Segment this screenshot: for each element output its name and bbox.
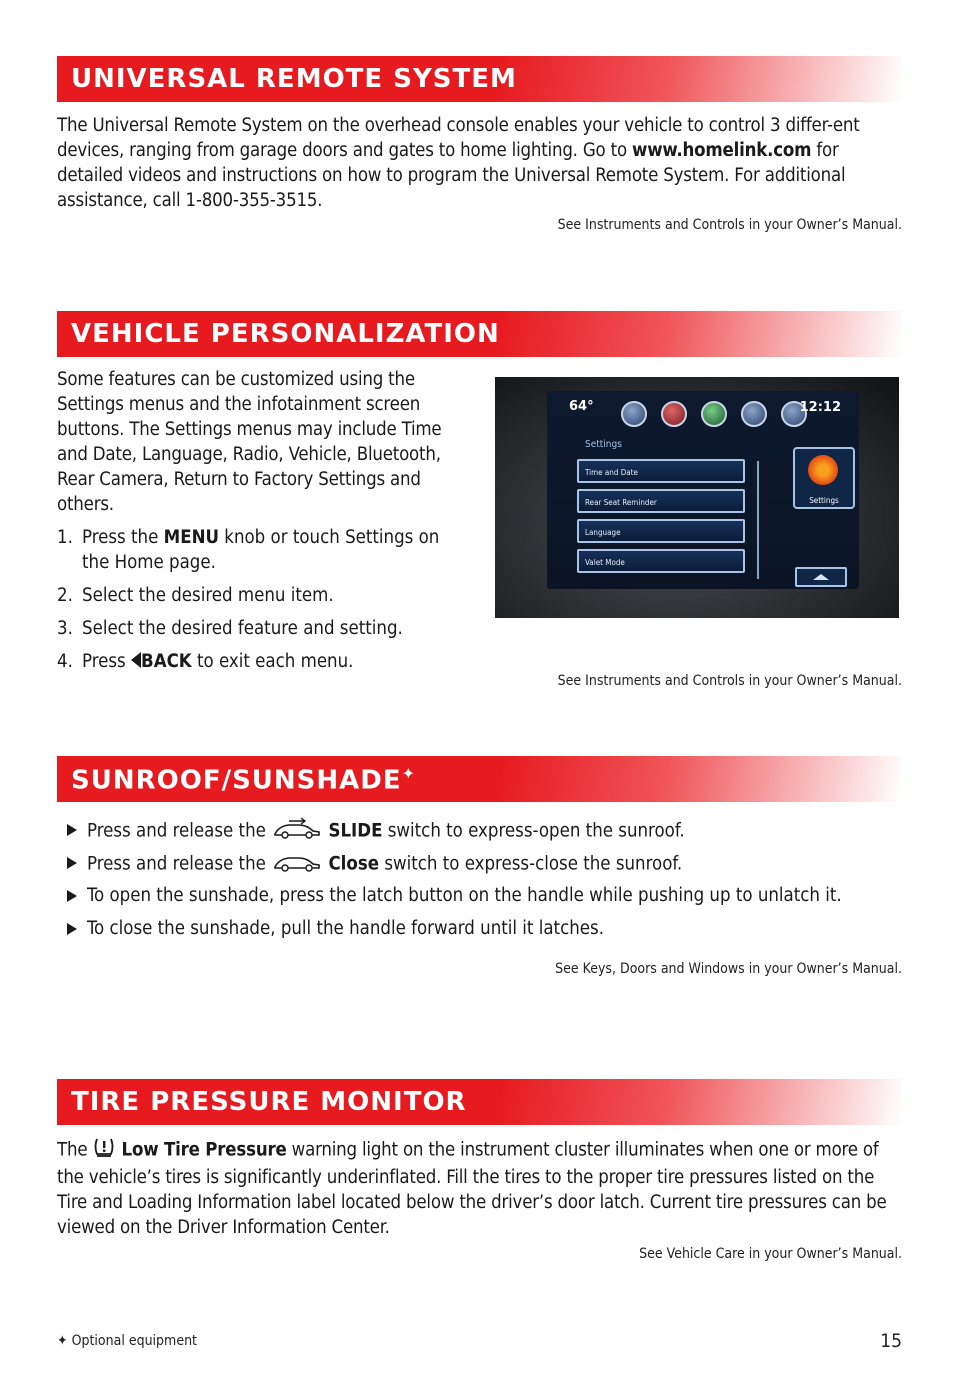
personalization-steps [57,525,467,682]
infotainment-screen-photo [495,377,899,618]
screen-menu-item: Time and Date [577,459,745,483]
back-button-label: BACK [141,651,192,672]
screen-up-button [795,567,847,587]
screen-menu-item: Rear Seat Reminder [577,489,745,513]
menu-knob-label: MENU [163,527,220,548]
footnote-text: Optional equipment [71,1333,197,1349]
section-title: VEHICLE PERSONALIZATION [71,319,500,349]
bullet-text: To open the sunshade, press the latch button on the handle while pushing up to unlatch it. [87,885,842,906]
manual-reference: See Instruments and Controls in your Owner’s Manual. [557,673,902,689]
sunroof-slide-icon [271,817,323,846]
section-header-universal-remote [57,56,902,102]
body-text: for detailed videos and instructions on how to program the Universal Remote System. For additional assistance, call 1-800-355-3515. [57,140,846,211]
manual-reference: See Vehicle Care in your Owner’s Manual. [639,1246,902,1262]
low-tire-pressure-icon [92,1136,116,1165]
bullet-arrow-icon [67,923,77,935]
optional-equipment-mark: ✦ [57,1333,68,1349]
settings-gear-tile [793,447,855,509]
chevron-up-icon [797,569,845,585]
step-text: knob or touch Settings on the Home page. [82,527,440,573]
step-number: 3. [57,618,73,639]
step-item [57,525,467,583]
bullet-text: switch to express-open the sunroof. [382,820,685,842]
close-switch-label: Close [328,853,380,875]
optional-equipment-mark: ✦ [401,764,417,783]
personalization-intro: Some features can be customized using the Settings menus and the infotainment screen buttons. The Settings menus may include Time and Date, Language, Radio, Vehicle, Bluetooth, Rear Camera, Return to Factory Settings and others. [57,369,442,515]
slide-switch-label: SLIDE [328,820,383,842]
screen-time: 12:12 [799,400,841,415]
section-header-sunroof [57,756,902,802]
screen-scrollbar [757,461,769,579]
screen-temperature: 64° [569,399,594,414]
settings-tile-label: Settings [809,496,839,505]
bullet-arrow-icon [67,857,77,869]
manual-reference: See Keys, Doors and Windows in your Owner’s Manual. [555,961,902,977]
bullet-item [67,850,917,883]
screen-menu-item: Valet Mode [577,549,745,573]
step-item [57,583,467,616]
low-tire-pressure-label: Low Tire Pressure [121,1139,287,1161]
app-icon [661,401,687,427]
bullet-text: switch to express-close the sunroof. [379,853,683,875]
body-text: The Universal Remote System on the overhead console enables your vehicle to control 3 differ-ent devices, ranging from garage doors and gates to home lighting. Go to [57,115,860,161]
bullet-item [67,916,917,949]
app-icon [741,401,767,427]
section-title: TIRE PRESSURE MONITOR [71,1087,467,1117]
bullet-text: Press and release the [87,853,272,875]
universal-remote-body [57,113,902,213]
step-text: to exit each menu. [191,651,354,672]
screen-menu-title: Settings [585,439,622,450]
section-title: UNIVERSAL REMOTE SYSTEM [71,64,517,94]
section-header-tire-pressure [57,1079,902,1125]
sunroof-bullets [67,817,917,949]
body-text: warning light on the instrument cluster illuminates when one or more of the vehicle’s tires is significantly underinflated. Fill the tires to the proper tire pressures listed on the Tire and Loading Information label located below the driver’s door latch. Current tire pressures can be viewed on the Driver Information Center. [57,1139,887,1238]
section-title [71,764,416,796]
step-text: Select the desired menu item. [82,585,334,606]
step-text: Press the [82,527,164,548]
homelink-link[interactable]: www.homelink.com [632,140,812,161]
step-text: Select the desired feature and setting. [82,618,403,639]
bullet-item [67,883,917,916]
sunroof-close-icon [271,850,323,879]
step-item [57,616,467,649]
optional-equipment-footnote [57,1333,197,1349]
step-number: 4. [57,651,73,672]
app-icon [621,401,647,427]
gear-icon [808,455,838,485]
step-item [57,649,467,682]
back-arrow-icon [131,650,141,675]
bullet-text: Press and release the [87,820,272,842]
tire-pressure-body [57,1136,902,1240]
page-number: 15 [880,1330,902,1352]
bullet-arrow-icon [67,890,77,902]
step-number: 1. [57,527,73,548]
body-text: The [57,1139,93,1161]
bullet-text: To close the sunshade, pull the handle forward until it latches. [87,918,604,939]
settings-display [547,391,859,589]
bullet-arrow-icon [67,824,77,836]
step-text: Press [82,651,132,672]
step-number: 2. [57,585,73,606]
manual-reference: See Instruments and Controls in your Owner’s Manual. [557,217,902,233]
app-icon [701,401,727,427]
bullet-item [67,817,917,850]
section-title-text: SUNROOF/SUNSHADE [71,765,402,796]
section-header-vehicle-personalization [57,311,902,357]
screen-menu-item: Language [577,519,745,543]
